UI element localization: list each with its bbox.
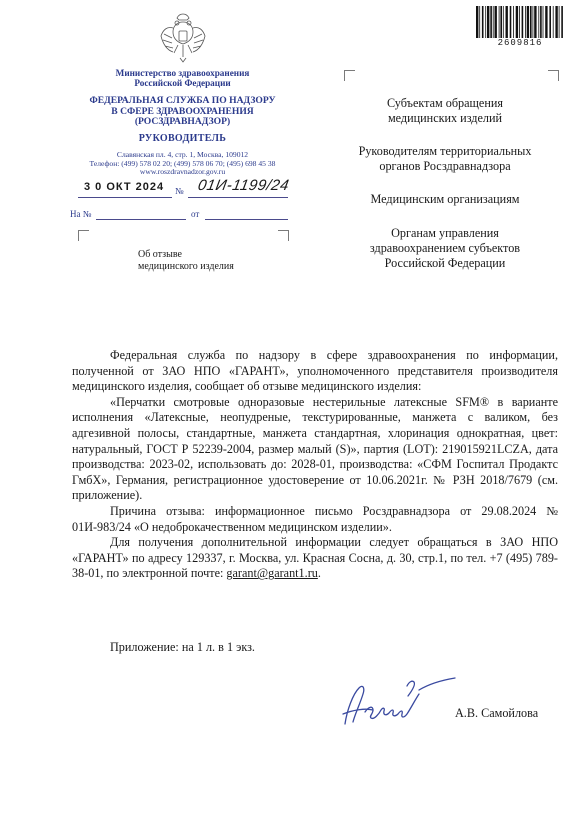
head-title: РУКОВОДИТЕЛЬ — [138, 133, 227, 144]
barcode-number: 2609816 — [497, 38, 543, 48]
barcode-bar — [559, 6, 560, 38]
addressee-line: Руководителям территориальных — [358, 144, 532, 158]
body-paragraph: Причина отзыва: информационное письмо Росздравнадзора от 29.08.2024 № 01И-983/24 «О недоброкачественном медицинском изделии». — [72, 503, 558, 534]
barcode-bar — [534, 6, 536, 38]
barcode-bar — [500, 6, 502, 38]
barcode-bar — [493, 6, 494, 38]
addressee-line: Органам управления — [391, 226, 499, 240]
barcode-bar — [527, 6, 529, 38]
barcode-bar — [525, 6, 526, 38]
addressee-line: Российской Федерации — [384, 256, 506, 270]
barcode-bar — [506, 6, 508, 38]
reference-date-label: от — [191, 209, 200, 219]
barcode-bar — [513, 6, 514, 38]
letter-subject — [138, 249, 234, 273]
ministry-line: Министерство здравоохранения — [115, 68, 250, 78]
barcode-bar — [543, 6, 544, 38]
barcode-bar — [522, 6, 524, 38]
barcode-bar — [510, 6, 512, 38]
barcode-bar — [540, 6, 542, 38]
address-line: www.roszdravnadzor.gov.ru — [139, 167, 226, 177]
addressee-block — [330, 144, 560, 174]
number-label: № — [175, 186, 184, 196]
signer-name: А.В. Самойлова — [455, 706, 539, 720]
barcode-bar — [487, 6, 489, 38]
service-line: ФЕДЕРАЛЬНАЯ СЛУЖБА ПО НАДЗОРУ — [89, 95, 276, 106]
number-underline — [188, 197, 288, 198]
body-paragraph: Федеральная служба по надзору в сфере здравоохранения по информации, полученной от ЗАО НПО «ГАРАНТ», уполномоченного представителя производителя медицинского изделия, сообщает об отзыве медицинского изделия: — [72, 348, 558, 394]
barcode-bar — [476, 6, 478, 38]
service-name — [70, 96, 295, 128]
reference-date-underline — [205, 219, 288, 220]
addressee-line: здравоохранением субъектов — [369, 241, 521, 255]
body-paragraph: «Перчатки смотровые одноразовые нестерильные латексные SFM® в варианте исполнения «Латексные, неопудреные, текстурированные, манжета с валиком, без адгезивной полосы, стандартные, манжета стандартная, хлоринация однократная, цвет: натуральный, ГОСТ Р 52239-2004, размер малый (S)», партия (LOT): 219015921LCZA, дата производства: 2023-02, использовать до: 2028-01, производства: «СФМ Госпитал Продактс ГмбХ», Германия, регистрационное удостоверение от 10.06.2021г. № РЗН 2018/7679 (см. приложение). — [72, 394, 558, 503]
address-line: Славянская пл. 4, стр. 1, Москва, 109012 — [116, 150, 249, 159]
addressee-block — [330, 226, 560, 271]
barcode-bar — [516, 6, 518, 38]
reference-number-label: На № — [70, 209, 92, 219]
ministry-line: Российской Федерации — [134, 78, 231, 88]
address-line: Телефон: (499) 578 02 20; (499) 578 06 70; (495) 698 45 38 — [89, 158, 276, 168]
addressee-block — [330, 96, 560, 126]
addressee-line: Медицинским организациям — [370, 192, 520, 206]
addressee-corner-right — [548, 70, 559, 81]
addressee-line: органов Росздравнадзора — [379, 159, 511, 173]
barcode-bar — [549, 6, 551, 38]
subject-line: медицинского изделия — [138, 261, 234, 272]
document-number: 01И-1199/24 — [196, 177, 291, 194]
barcode-bar — [490, 6, 492, 38]
subject-line: Об отзыве — [138, 249, 182, 260]
barcode-bar — [561, 6, 563, 38]
service-address — [70, 151, 295, 177]
addressee-corner-left — [344, 70, 355, 81]
barcode-bar — [499, 6, 500, 38]
barcode-bar — [485, 6, 486, 38]
handwritten-signature — [335, 672, 475, 734]
contact-text-end: . — [317, 566, 321, 581]
russian-coat-of-arms-icon — [160, 12, 206, 66]
ministry-name — [70, 68, 295, 88]
addressee-line: медицинских изделий — [387, 111, 503, 125]
barcode-icon — [476, 6, 564, 38]
subject-corner-right — [278, 230, 289, 241]
barcode-bar — [555, 6, 557, 38]
barcode-bar — [519, 6, 520, 38]
barcode-bar — [495, 6, 497, 38]
barcode-bar — [482, 6, 484, 38]
addressee-line: Субъектам обращения — [386, 96, 503, 110]
contact-text: Для получения дополнительной информации следует обращаться в ЗАО НПО «ГАРАНТ» по адресу 129337, г. Москва, ул. Красная Сосна, д. 30, стр.1, по тел. +7 (495) 789-38-01, по электронной почте: — [72, 535, 558, 581]
barcode-bar — [479, 6, 480, 38]
barcode-bar — [545, 6, 547, 38]
reference-number-underline — [96, 219, 186, 220]
attachment-note: Приложение: на 1 л. в 1 экз. — [110, 640, 255, 654]
subject-corner-left — [78, 230, 89, 241]
barcode-bar — [533, 6, 534, 38]
date-stamp: 3 0 ОКТ 2024 — [84, 181, 165, 193]
service-line: В СФЕРЕ ЗДРАВООХРАНЕНИЯ — [111, 105, 254, 117]
barcode-bar — [530, 6, 532, 38]
service-line: (РОСЗДРАВНАДЗОР) — [134, 116, 231, 127]
barcode-bar — [553, 6, 554, 38]
addressee-block — [330, 192, 560, 207]
body-paragraph — [72, 535, 558, 582]
barcode-bar — [538, 6, 539, 38]
letter-body — [72, 348, 558, 582]
email-link[interactable]: garant@garant1.ru — [226, 566, 318, 581]
date-underline — [78, 197, 172, 198]
barcode-bar — [503, 6, 504, 38]
